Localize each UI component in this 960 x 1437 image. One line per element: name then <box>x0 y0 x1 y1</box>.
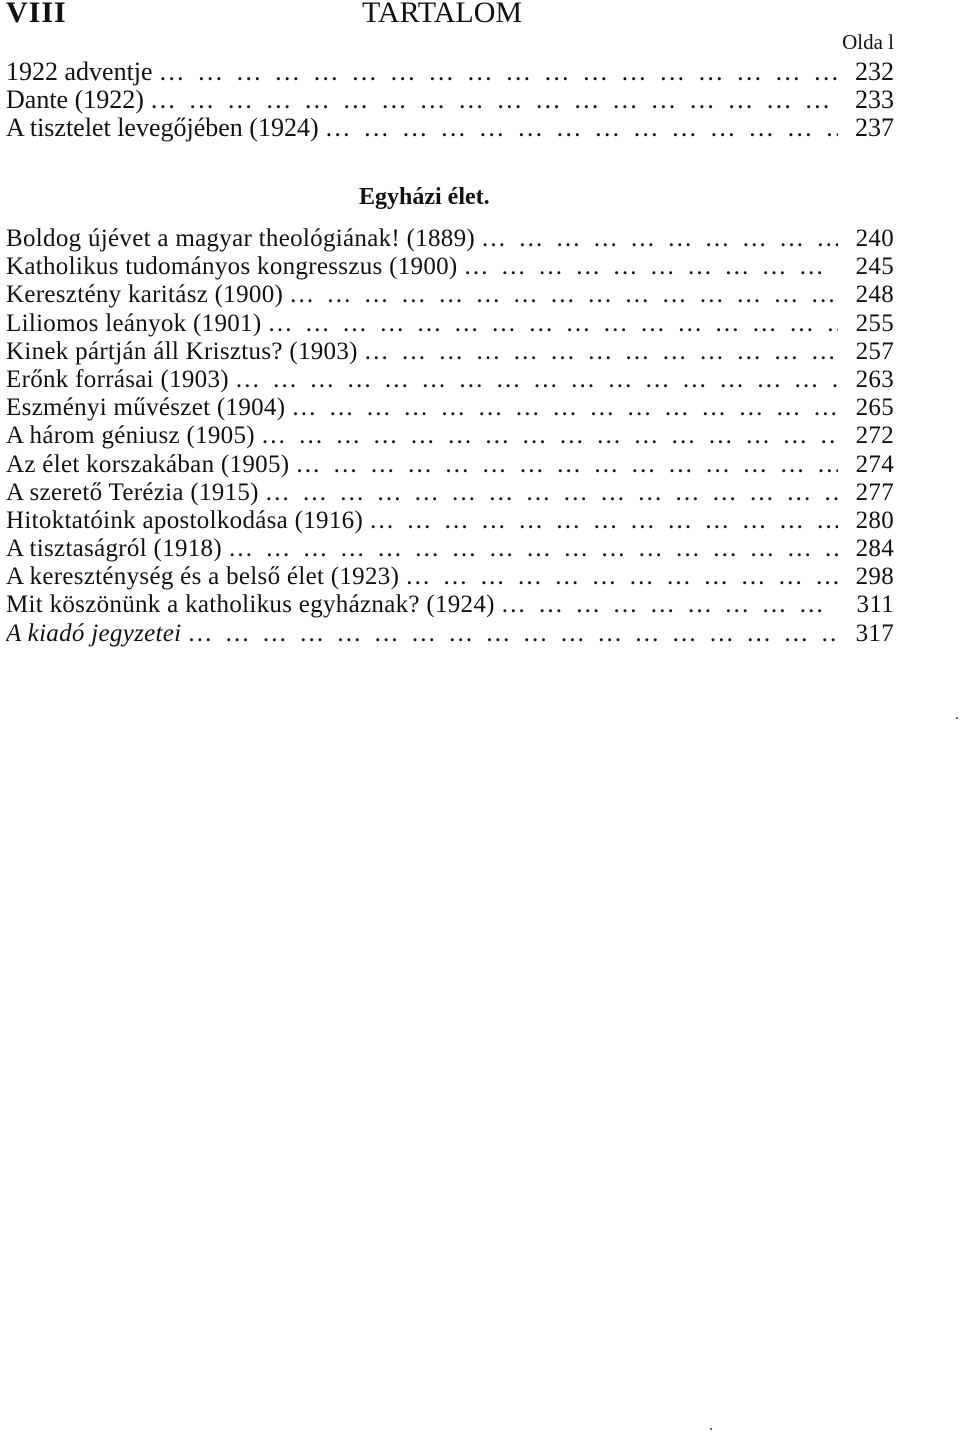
toc-entry-page-number: 265 <box>855 394 894 422</box>
toc-entry-title: A szerető Terézia (1915) <box>6 478 259 506</box>
toc-entry-title: Boldog újévet a magyar theológiának! (1889) <box>6 225 476 252</box>
dot-leader <box>181 620 838 648</box>
toc-entry-title: Erőnk forrásai (1903) <box>6 365 229 393</box>
toc-entry-page-number: 233 <box>855 86 894 115</box>
toc-entry-page-number: 311 <box>856 591 894 619</box>
toc-entry <box>6 394 894 422</box>
dot-leader <box>255 422 838 450</box>
toc-entry <box>6 225 894 253</box>
toc-entry-page-number: 317 <box>855 619 894 647</box>
toc-entry <box>6 563 894 591</box>
dot-leader <box>285 394 838 422</box>
dot-leader <box>283 281 838 309</box>
toc-entry-page-number: 298 <box>855 563 894 591</box>
page-title: TARTALOM <box>362 0 523 29</box>
dot-leader <box>458 253 838 281</box>
toc-entry <box>6 58 894 86</box>
dot-leader <box>259 479 838 507</box>
dot-leader <box>144 86 838 114</box>
toc-entry <box>6 620 894 648</box>
toc-entry-page-number: 277 <box>855 478 894 506</box>
toc-entry <box>6 86 894 114</box>
toc-entry-title: A kereszténység és a belső élet (1923) <box>6 563 400 591</box>
dot-leader <box>495 591 838 619</box>
toc-entry-title: Hitoktatóink apostolkodása (1916) <box>6 506 364 534</box>
toc-entry-page-number: 272 <box>855 422 894 450</box>
toc-entry-title: A három géniusz (1905) <box>6 422 255 450</box>
toc-entry-page-number: 280 <box>855 506 894 534</box>
toc-entry-page-number: 255 <box>855 309 894 337</box>
toc-entry-page-number: 237 <box>855 114 894 143</box>
toc-entry-title: Dante (1922) <box>6 86 144 115</box>
toc-entry-page-number: 240 <box>855 225 894 252</box>
toc-entry <box>6 535 894 563</box>
toc-entry-page-number: 248 <box>855 281 894 309</box>
toc-entry-title: A tisztelet levegőjében (1924) <box>6 114 319 143</box>
toc-entry-page-number: 257 <box>855 337 894 365</box>
toc-entry-title: A tisztaságról (1918) <box>6 535 222 563</box>
page-column-label: Olda l <box>842 30 894 54</box>
toc-entry <box>6 422 894 450</box>
toc-entry-title: A kiadó jegyzetei <box>6 619 182 647</box>
dot-leader <box>229 366 838 394</box>
toc-entry-page-number: 232 <box>855 58 894 86</box>
toc-entry <box>6 366 894 394</box>
dot-leader <box>475 225 838 253</box>
toc-entry-page-number: 284 <box>855 535 894 563</box>
toc-entry-page-number: 245 <box>855 253 894 281</box>
dot-leader <box>363 507 838 535</box>
section-heading: Egyházi élet. <box>359 184 490 210</box>
toc-entry <box>6 507 894 535</box>
dot-leader <box>319 114 838 142</box>
toc-entry-page-number: 263 <box>855 365 894 393</box>
toc-entry-title: 1922 adventje <box>6 58 153 86</box>
dot-leader <box>261 310 838 338</box>
toc-entry <box>6 310 894 338</box>
dot-leader <box>358 338 838 366</box>
dot-leader <box>222 535 838 563</box>
toc-entry-title: Keresztény karitász (1900) <box>6 281 284 309</box>
toc-entry <box>6 591 894 619</box>
toc-entry <box>6 253 894 281</box>
toc-entry-title: Mit köszönünk a katholikus egyháznak? (1924) <box>6 591 495 619</box>
toc-entry-page-number: 274 <box>855 450 894 478</box>
toc-entry-title: Katholikus tudományos kongresszus (1900) <box>6 253 458 281</box>
dot-leader <box>399 563 838 591</box>
toc-list-before <box>6 58 894 143</box>
toc-entry-title: Kinek pártján áll Krisztus? (1903) <box>6 337 358 365</box>
toc-entry <box>6 114 894 142</box>
scan-speck <box>956 717 958 719</box>
toc-entry <box>6 479 894 507</box>
dot-leader <box>289 451 838 479</box>
dot-leader <box>153 58 838 86</box>
toc-entry <box>6 338 894 366</box>
toc-entry-title: Liliomos leányok (1901) <box>6 309 262 337</box>
toc-entry-title: Eszményi művészet (1904) <box>6 394 286 422</box>
scan-speck <box>710 1428 712 1430</box>
toc-entry <box>6 281 894 309</box>
toc-list-section <box>6 225 894 648</box>
toc-entry <box>6 451 894 479</box>
toc-entry-title: Az élet korszakában (1905) <box>6 450 290 478</box>
page-number: VIII <box>6 0 67 29</box>
